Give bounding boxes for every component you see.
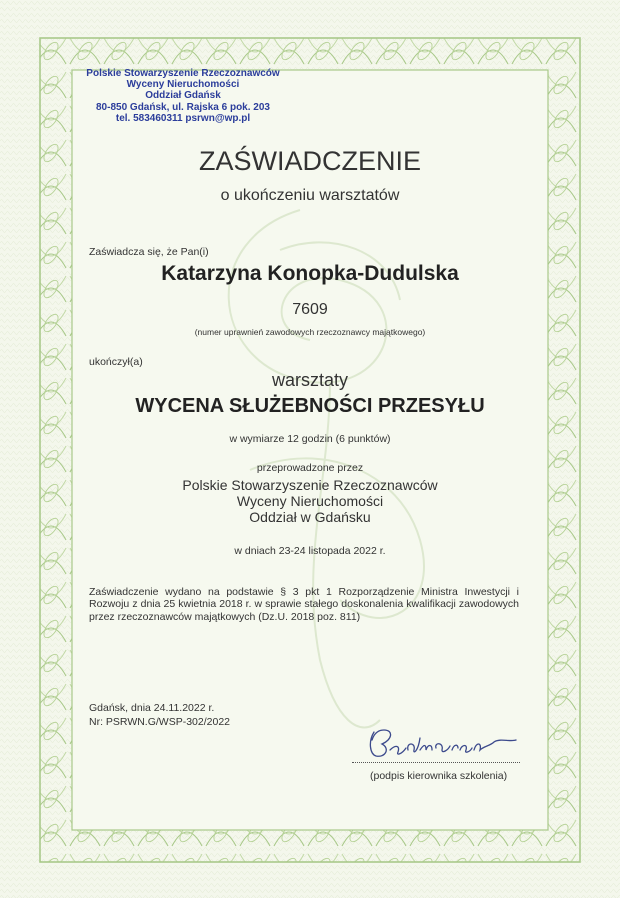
header-line: 80-850 Gdańsk, ul. Rajska 6 pok. 203 — [96, 101, 270, 113]
organizer-line: Wyceny Nieruchomości — [236, 493, 384, 509]
certificate-subtitle: o ukończeniu warsztatów — [220, 187, 400, 204]
organizer-line: Polskie Stowarzyszenie Rzeczoznawców — [182, 477, 438, 493]
issuer-header — [78, 68, 288, 124]
signature-image — [360, 720, 520, 764]
signature-caption: (podpis kierownika szkolenia) — [370, 770, 508, 782]
signature-line — [352, 762, 520, 763]
organizer-block — [0, 477, 620, 525]
workshop-title: WYCENA SŁUŻEBNOŚCI PRZESYŁU — [135, 395, 485, 417]
header-line: Wyceny Nieruchomości — [126, 79, 240, 91]
certify-text: Zaświadcza się, że Pan(i) — [89, 246, 209, 258]
conducted-by-text: przeprowadzone przez — [256, 462, 364, 474]
duration-text: w wymiarze 12 godzin (6 punktów) — [229, 433, 391, 445]
organizer-line: Oddział w Gdańsku — [249, 509, 371, 525]
certificate-title: ZAŚWIADCZENIE — [198, 146, 421, 176]
header-line: Oddział Gdańsk — [145, 90, 221, 102]
workshop-word: warsztaty — [271, 370, 349, 390]
person-name: Katarzyna Konopka-Dudulska — [161, 262, 459, 285]
header-line: tel. 583460311 psrwn@wp.pl — [115, 112, 251, 124]
license-number: 7609 — [292, 301, 328, 318]
legal-basis: Zaświadczenie wydano na podstawie § 3 pkt 1 Rozporządzenie Ministra Inwestycji i Rozwoju z dnia 25 kwietnia 2018 r. w sprawie stałego doskonalenia kwalifikacji zawodowych przez rzeczoznawców majątkowych (Dz.U. 2018 poz. 811) — [89, 586, 519, 623]
completed-text: ukończył(a) — [89, 356, 143, 368]
header-line: Polskie Stowarzyszenie Rzeczoznawców — [86, 68, 280, 79]
reference-number: Nr: PSRWN.G/WSP-302/2022 — [89, 716, 231, 728]
license-caption: (numer uprawnień zawodowych rzeczoznawcy majątkowego) — [194, 327, 426, 337]
issue-place-date: Gdańsk, dnia 24.11.2022 r. — [89, 702, 215, 714]
dates-text: w dniach 23-24 listopada 2022 r. — [234, 545, 386, 557]
